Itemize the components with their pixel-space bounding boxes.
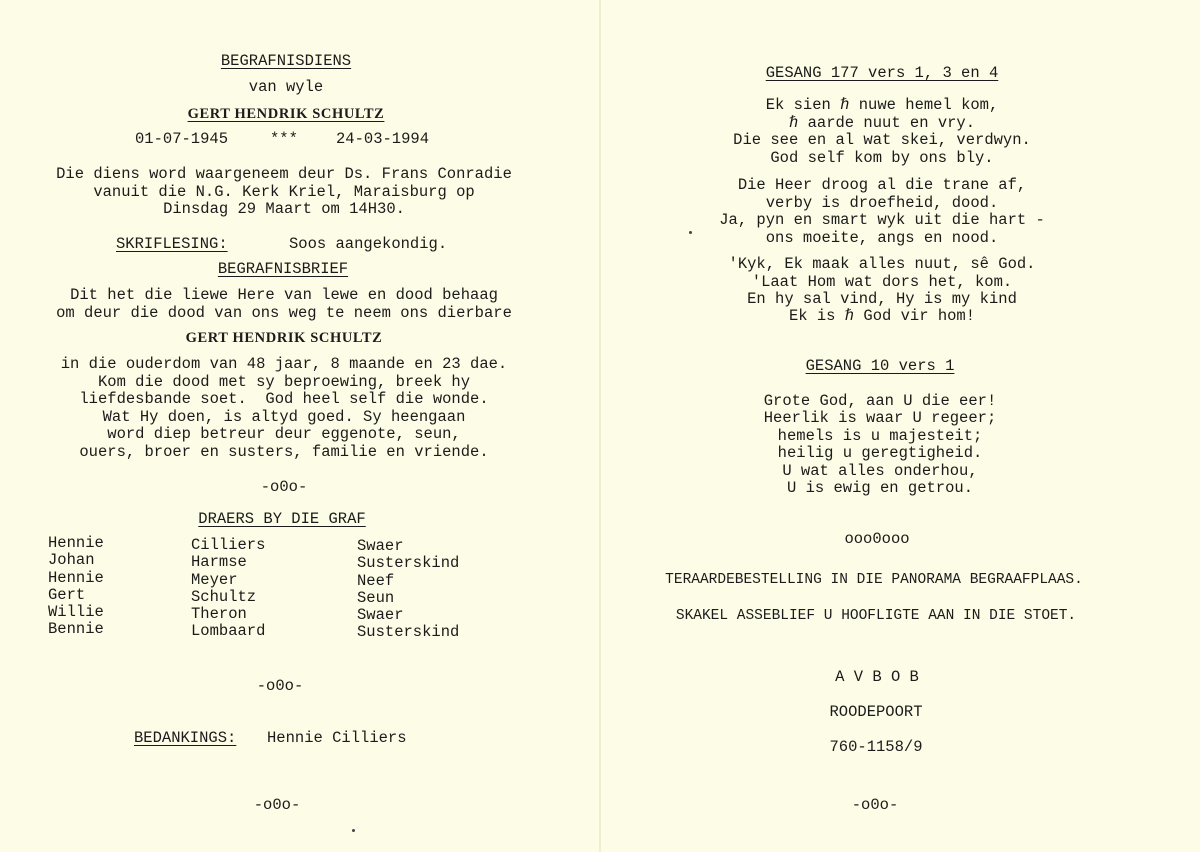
hymn-line: U is ewig en getrou. — [786, 479, 974, 497]
letter-intro-line: om deur die dood van ons weg te neem ons dierbare — [56, 304, 512, 322]
bearers-surnames — [191, 537, 265, 641]
undertaker: A V B O B — [835, 668, 919, 686]
letter-heading: BEGRAFNISBRIEF — [217, 260, 349, 278]
thanks-label: BEDANKINGS: — [134, 729, 237, 747]
undertaker-branch: ROODEPOORT — [829, 703, 923, 721]
service-line: Dinsdag 29 Maart om 14H30. — [163, 200, 405, 218]
letter-body-line: liefdesbande soet. God heel self die wonde. — [79, 390, 489, 408]
hymn-line: Grote God, aan U die eer! — [763, 392, 997, 410]
reading-label: SKRIFLESING: — [116, 235, 228, 253]
divider: -o0o- — [253, 796, 301, 814]
hymn-line: 'Kyk, Ek maak alles nuut, sê God. — [728, 255, 1036, 273]
letter-body-line: Kom die dood met sy beproewing, breek hy — [97, 373, 471, 391]
letter-body-line: ouers, broer en susters, familie en vriende. — [79, 443, 489, 461]
paper-speck — [689, 231, 692, 234]
hymn-line: 'Laat Hom wat dors het, kom. — [751, 273, 1013, 291]
thanks-value: Hennie Cilliers — [267, 729, 407, 747]
service-line: vanuit die N.G. Kerk Kriel, Maraisburg op — [93, 183, 475, 201]
undertaker-phone: 760-1158/9 — [829, 738, 923, 756]
hymn-line: God self kom by ons bly. — [770, 149, 994, 167]
hymn-line: Ek sien ℏ nuwe hemel kom, — [765, 96, 999, 114]
bearer-relation: Seun — [357, 588, 395, 607]
bearer-surname: Meyer — [191, 570, 238, 589]
bearer-surname: Theron — [191, 605, 247, 624]
divider-long: ooo0ooo — [844, 530, 910, 548]
bearer-first-name: Johan — [48, 551, 95, 570]
hymn-line: heilig u geregtigheid. — [777, 444, 983, 462]
service-heading: BEGRAFNISDIENS — [220, 52, 352, 70]
service-line: Die diens word waargeneem deur Ds. Frans Conradie — [56, 165, 512, 183]
bearer-first-name: Gert — [48, 585, 86, 604]
hymn-line: Ek is ℏ God vir hom! — [788, 307, 976, 325]
hymn-line: En hy sal vind, Hy is my kind — [747, 290, 1017, 308]
hymn-line: U wat alles onderhou, — [782, 462, 978, 480]
letter-name: GERT HENDRIK SCHULTZ — [185, 330, 383, 346]
bearer-surname: Schultz — [191, 587, 257, 606]
hymn-line: Ja, pyn en smart wyk uit die hart - — [719, 211, 1045, 229]
letter-body-line: in die ouderdom van 48 jaar, 8 maande en 23 dae. — [60, 355, 508, 373]
bearer-surname: Lombaard — [191, 622, 266, 641]
hymn1-heading: GESANG 177 vers 1, 3 en 4 — [765, 64, 999, 82]
letter-body-line: Wat Hy doen, is altyd goed. Sy heengaan — [102, 408, 466, 426]
hymn-line: Heerlik is waar U regeer; — [763, 409, 997, 427]
bearer-surname: Cilliers — [191, 536, 266, 554]
bearer-relation: Neef — [357, 571, 395, 590]
date-separator: *** — [270, 130, 298, 148]
headlights-notice: SKAKEL ASSEBLIEF U HOOFLIGTE AAN IN DIE STOET. — [675, 608, 1077, 624]
letter-body-line: word diep betreur deur eggenote, seun, — [107, 425, 461, 443]
burial-notice: TERAARDEBESTELLING IN DIE PANORAMA BEGRAAFPLAAS. — [665, 572, 1083, 588]
birth-date: 01-07-1945 — [135, 130, 229, 148]
bearers-heading: DRAERS BY DIE GRAF — [198, 510, 366, 528]
bearer-relation: Susterskind — [357, 554, 460, 573]
death-date: 24-03-1994 — [336, 130, 430, 148]
hymn2-heading: GESANG 10 vers 1 — [805, 357, 955, 375]
bearer-first-name: Hennie — [48, 534, 104, 552]
bearer-first-name: Willie — [48, 603, 104, 622]
bearers-first-names — [48, 535, 104, 639]
hymn-line: ons moeite, angs en nood. — [765, 229, 999, 247]
right-page — [600, 0, 1200, 852]
bearer-surname: Harmse — [191, 553, 247, 572]
divider: -o0o- — [256, 677, 304, 695]
bearer-relation: Swaer — [357, 537, 404, 555]
reading-value: Soos aangekondig. — [289, 235, 448, 253]
letter-intro-line: Dit het die liewe Here van lewe en dood behaag — [70, 286, 498, 304]
hymn-line: hemels is u majesteit; — [777, 427, 983, 445]
service-subheading: van wyle — [248, 78, 324, 96]
hymn-line: Die see en al wat skei, verdwyn. — [733, 131, 1031, 149]
bearer-first-name: Hennie — [48, 568, 104, 587]
hymn-line: ℏ aarde nuut en vry. — [788, 114, 976, 132]
divider: -o0o- — [260, 478, 308, 496]
bearer-relation: Swaer — [357, 606, 404, 625]
bearers-relations — [357, 538, 459, 642]
hymn-line: verby is droefheid, dood. — [765, 194, 999, 212]
deceased-name: GERT HENDRIK SCHULTZ — [187, 106, 385, 122]
paper-speck — [352, 829, 355, 832]
hymn-line: Die Heer droog al die trane af, — [737, 176, 1027, 194]
divider: -o0o- — [851, 796, 899, 814]
bearer-first-name: Bennie — [48, 620, 104, 639]
bearer-relation: Susterskind — [357, 623, 460, 642]
